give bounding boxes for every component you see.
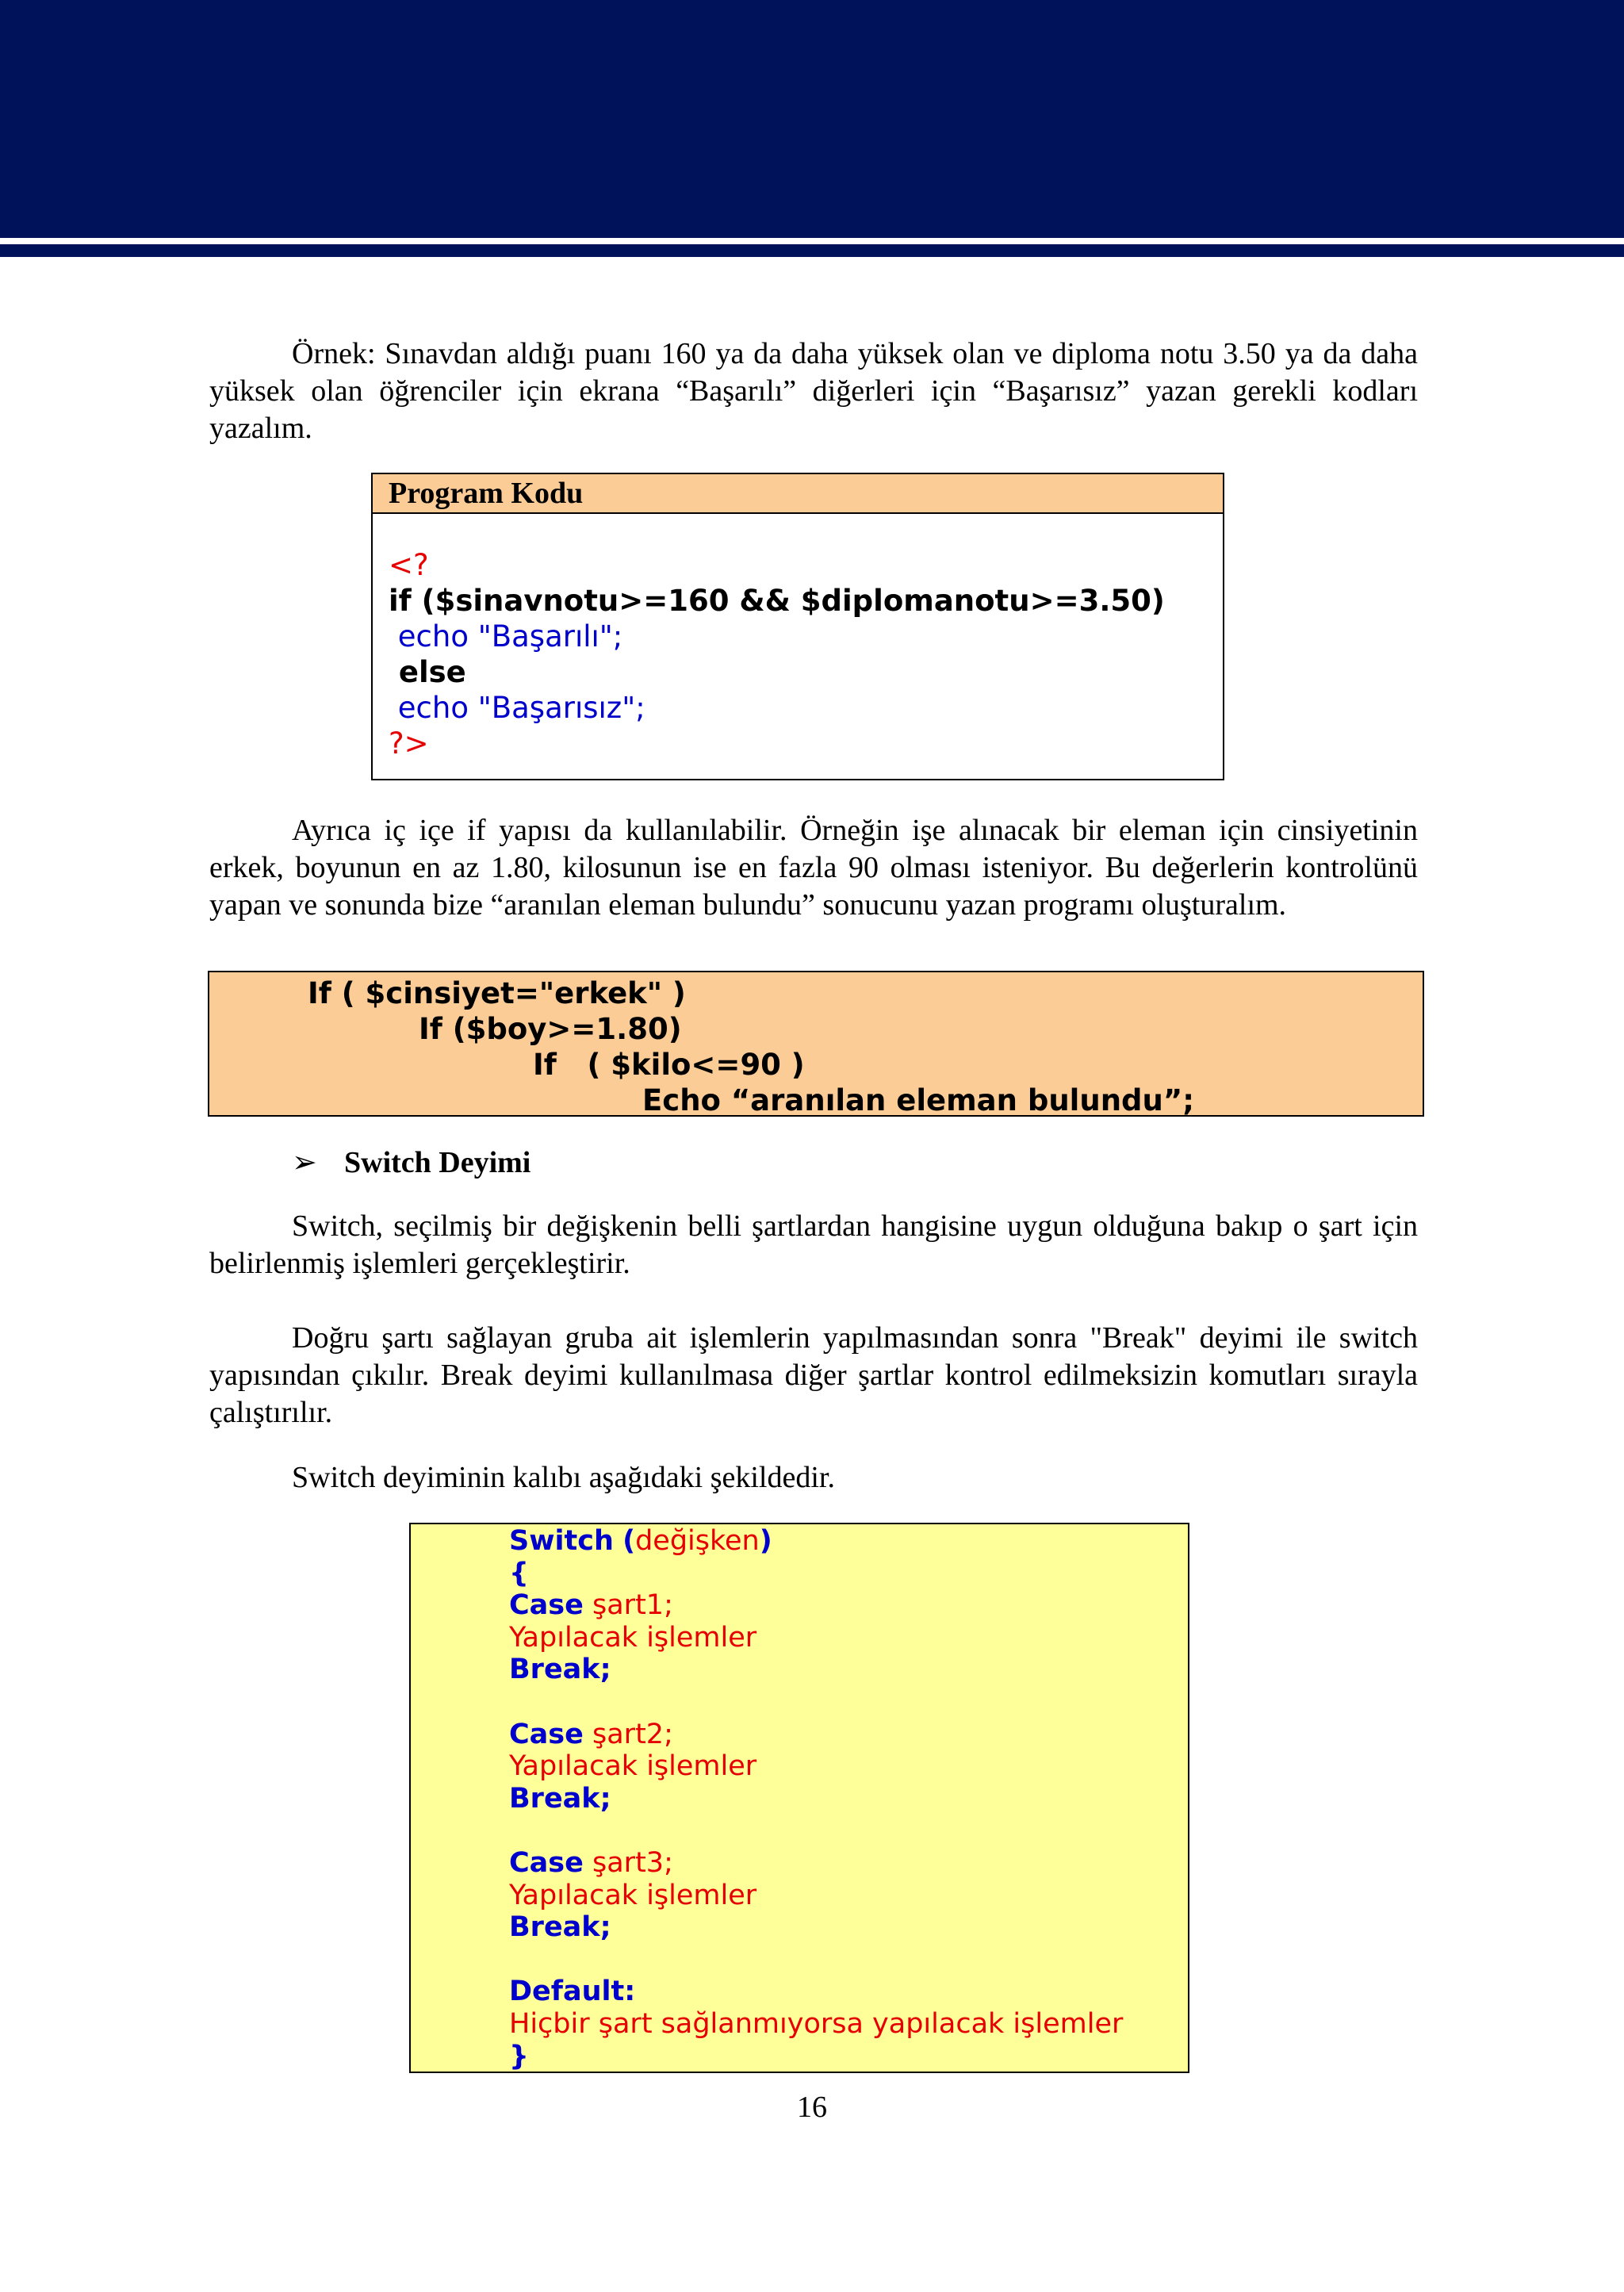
action-line-2: Yapılacak işlemler	[509, 1750, 757, 1783]
page-number: 16	[797, 2091, 827, 2124]
echo-found-line: Echo “aranılan eleman bulundu”;	[642, 1083, 1194, 1117]
example-paragraph: Örnek: Sınavdan aldığı puanı 160 ya da daha yüksek olan ve diploma notu 3.50 ya da daha yüksek olan öğrenciler için ekrana “Başarılı” diğerleri için “Başarısız” yazan gerekli kodları yazalım.	[209, 337, 1418, 445]
switch-template-box	[409, 1523, 1189, 2073]
section-title: Switch Deyimi	[344, 1146, 531, 1179]
echo-success-line: echo "Başarılı";	[389, 619, 623, 653]
close-paren: )	[759, 1525, 772, 1557]
arrow-bullet-icon: ➢	[292, 1146, 317, 1179]
echo-fail-line: echo "Başarısız";	[389, 691, 645, 725]
case-keyword: Case	[509, 1718, 584, 1750]
blank-line	[509, 1686, 1123, 1719]
case-line-3	[509, 1847, 1123, 1880]
program-code-listing	[389, 547, 1165, 761]
action-line-1: Yapılacak işlemler	[509, 1621, 757, 1654]
switch-template-listing	[509, 1525, 1123, 2072]
if-weight-line: If ( $kilo<=90 )	[533, 1048, 805, 1082]
open-brace: {	[509, 1557, 529, 1589]
blank-line	[509, 1815, 1123, 1847]
break-line-3: Break;	[509, 1911, 611, 1944]
break-line-1: Break;	[509, 1654, 611, 1686]
case-condition-1: şart1;	[583, 1589, 673, 1622]
if-height-line: If ($boy>=1.80)	[419, 1012, 682, 1046]
action-line-3: Yapılacak işlemler	[509, 1879, 757, 1911]
open-paren: (	[622, 1525, 636, 1557]
case-line-2	[509, 1719, 1123, 1751]
template-intro-paragraph: Switch deyiminin kalıbı aşağıdaki şekildedir.	[292, 1461, 835, 1494]
php-open-tag: <?	[389, 548, 429, 582]
default-action-line: Hiçbir şart sağlanmıyorsa yapılacak işlemler	[509, 2007, 1124, 2040]
header-rule	[0, 244, 1624, 257]
php-close-tag: ?>	[389, 726, 429, 761]
case-line-1	[509, 1589, 1123, 1622]
nested-if-code-box	[208, 971, 1424, 1117]
header-gap	[0, 238, 1624, 244]
switch-description-paragraph: Switch, seçilmiş bir değişkenin belli şartlardan hangisine uygun olduğuna bakıp o şart için belirlenmiş işlemleri gerçekleştirir.	[209, 1209, 1418, 1280]
switch-variable: değişken	[635, 1525, 760, 1557]
break-description-paragraph: Doğru şartı sağlayan gruba ait işlemlerin yapılmasından sonra "Break" deyimi ile switch yapısından çıkılır. Break deyimi kullanılmasa diğer şartlar kontrol edilmeksizin komutları sırayla çalıştırılır.	[209, 1321, 1418, 1429]
default-line: Default:	[509, 1976, 636, 2008]
switch-keyword: Switch	[509, 1525, 614, 1557]
case-keyword: Case	[509, 1589, 584, 1622]
if-gender-line: If ( $cinsiyet="erkek" )	[308, 976, 686, 1010]
case-condition-2: şart2;	[583, 1718, 673, 1750]
break-line-2: Break;	[509, 1782, 611, 1815]
switch-line	[509, 1525, 1123, 1558]
close-brace: }	[509, 2040, 529, 2072]
else-line: else	[389, 655, 466, 689]
program-code-title: Program Kodu	[373, 474, 1223, 514]
if-condition-line: if ($sinavnotu>=160 && $diplomanotu>=3.50)	[389, 584, 1165, 618]
case-condition-3: şart3;	[583, 1846, 673, 1879]
section-heading	[292, 1144, 530, 1182]
nested-if-paragraph: Ayrıca iç içe if yapısı da kullanılabilir. Örneğin işe alınacak bir eleman için cinsiyetinin erkek, boyunun en az 1.80, kilosunun ise en fazla 90 olması isteniyor. Bu değerlerin kontrolünü yapan ve sonunda bize “aranılan eleman bulundu” sonucunu yazan programı oluşturalım.	[209, 814, 1418, 922]
program-code-box	[371, 473, 1224, 780]
case-keyword: Case	[509, 1846, 584, 1879]
blank-line	[509, 1944, 1123, 1976]
header-band	[0, 0, 1624, 238]
